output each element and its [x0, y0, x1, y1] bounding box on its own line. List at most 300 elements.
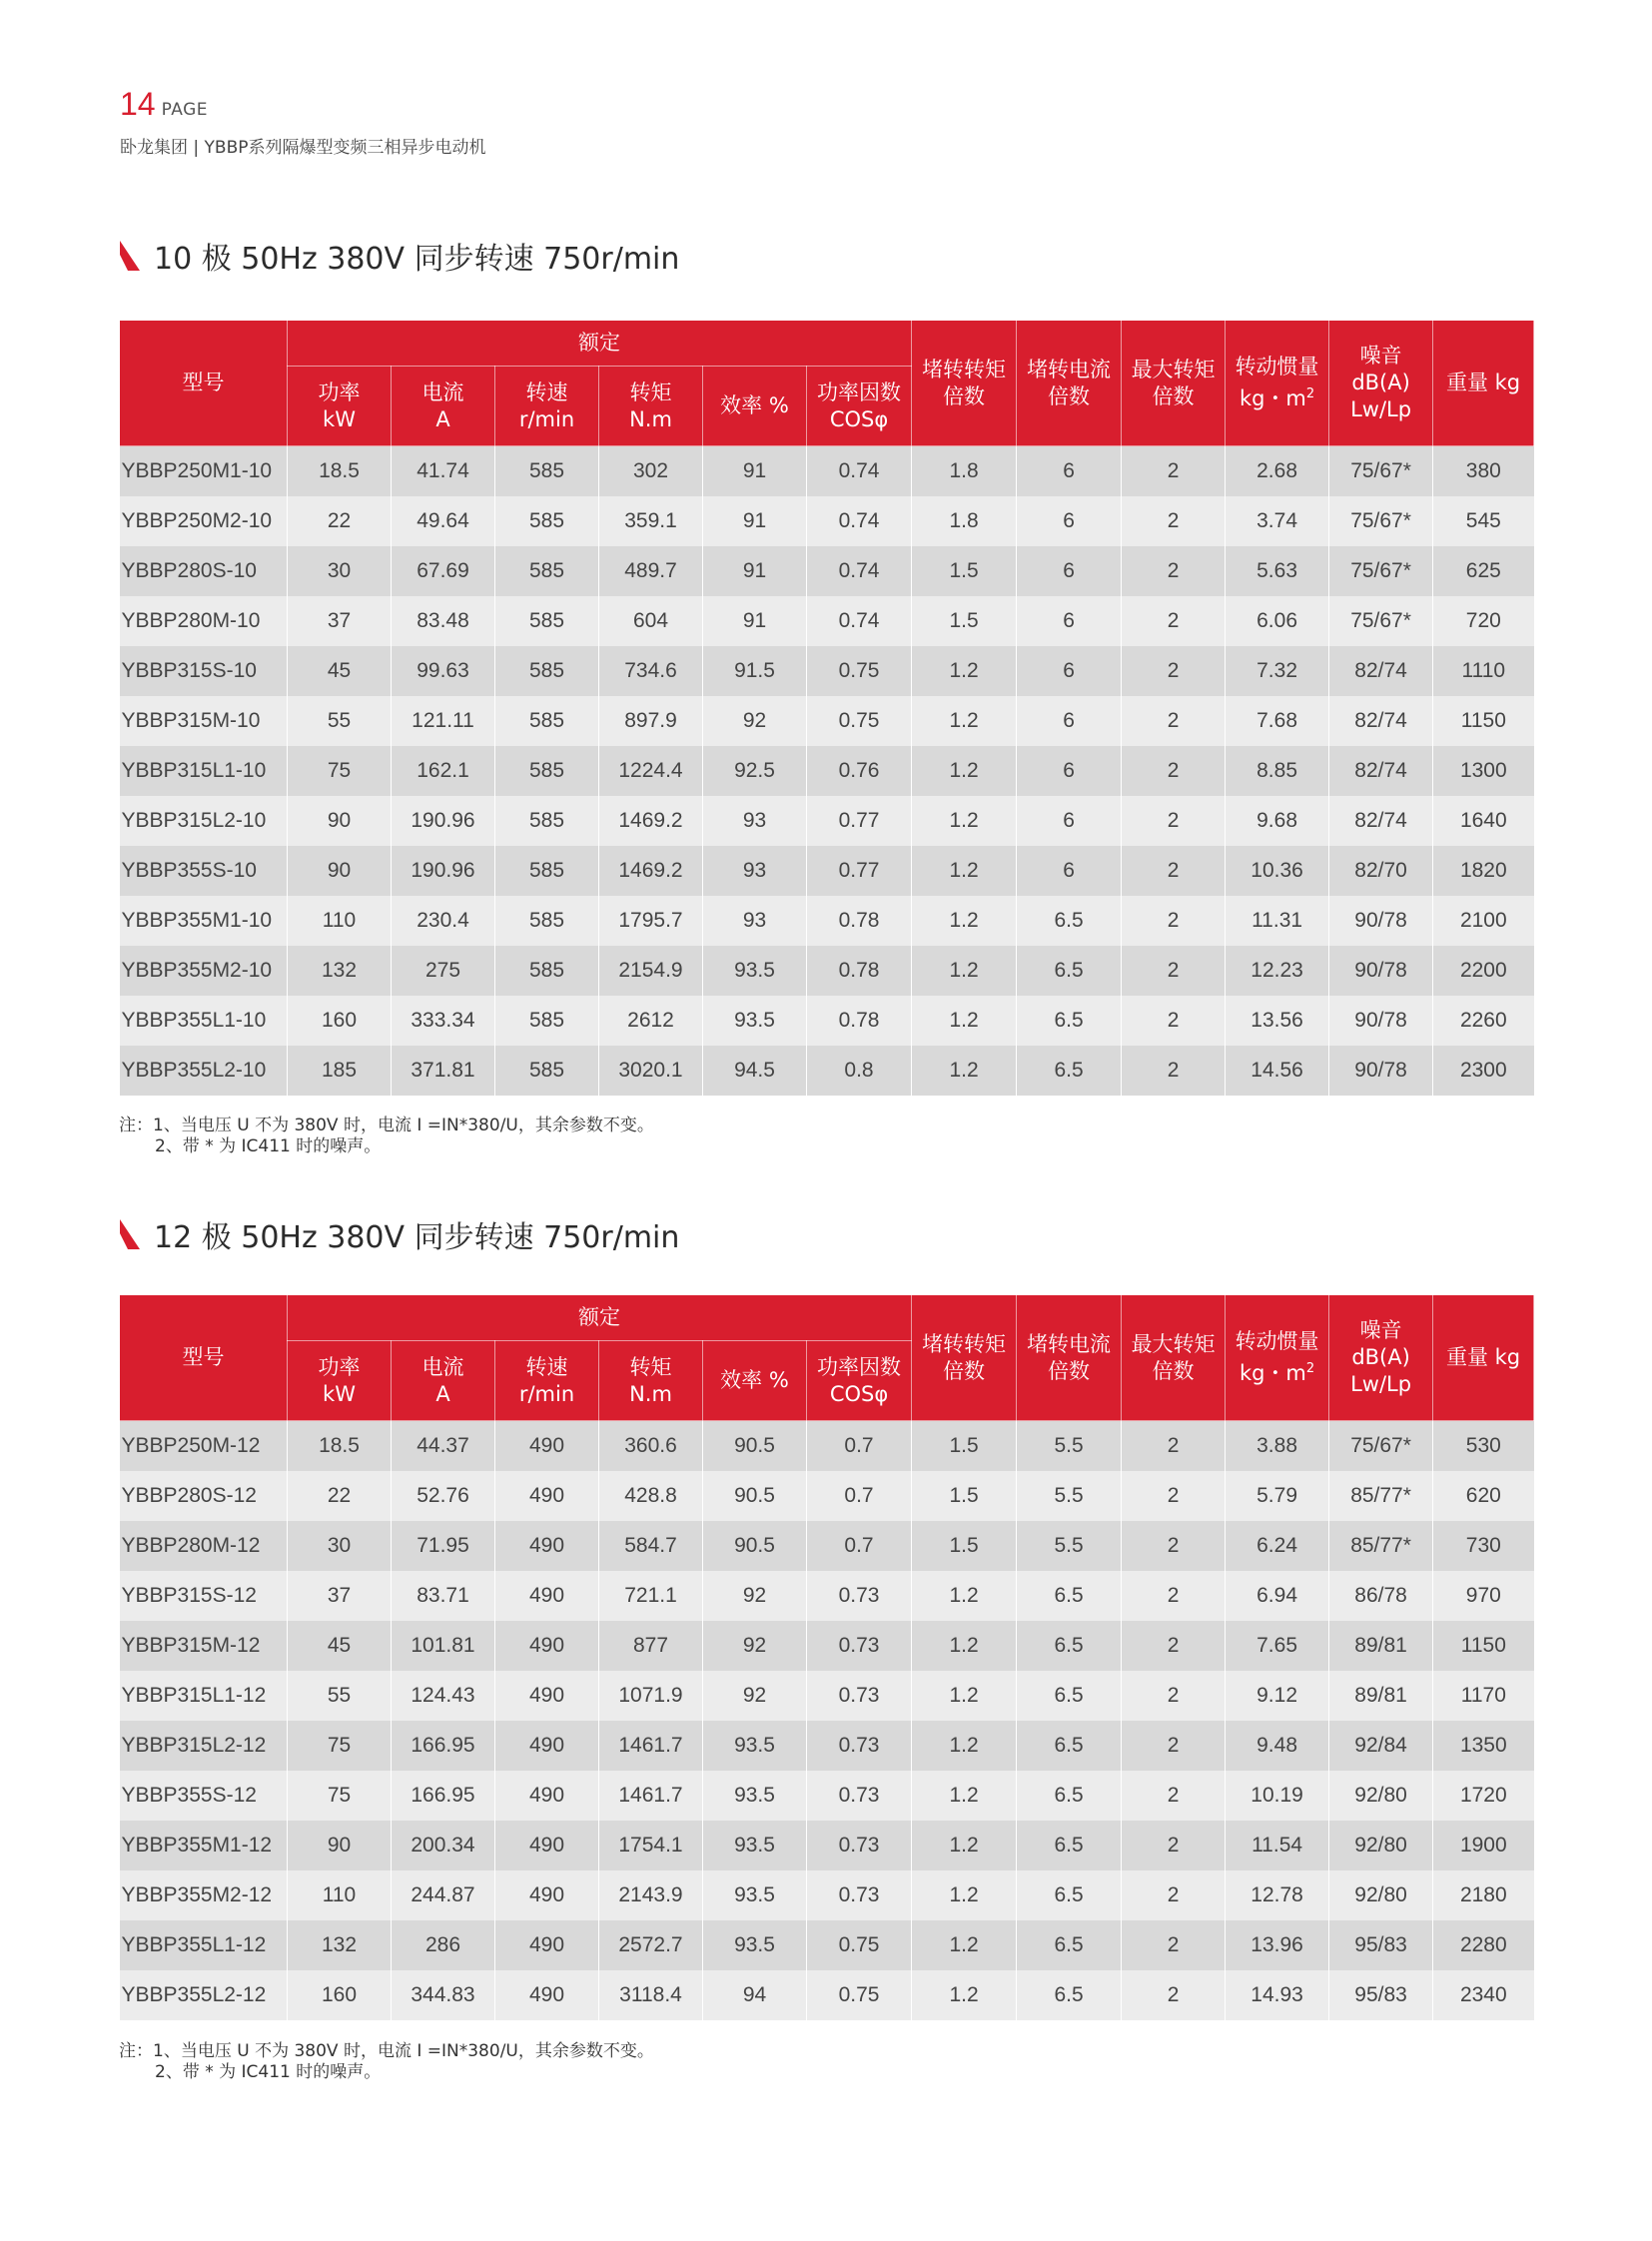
value-cell: 2612: [599, 996, 703, 1046]
model-cell: YBBP355L1-10: [120, 996, 288, 1046]
value-cell: 1461.7: [599, 1721, 703, 1771]
table-row: [120, 946, 1534, 996]
value-cell: 1150: [1433, 1621, 1534, 1671]
value-cell: 10.19: [1226, 1771, 1329, 1821]
value-cell: 359.1: [599, 496, 703, 546]
value-cell: 2: [1122, 746, 1226, 796]
table-row: [120, 696, 1534, 746]
model-cell: YBBP315L2-12: [120, 1721, 288, 1771]
value-cell: 2: [1122, 1721, 1226, 1771]
value-cell: 83.71: [392, 1571, 495, 1621]
value-cell: 55: [288, 1671, 392, 1721]
value-cell: 1.5: [912, 546, 1017, 596]
value-cell: 82/74: [1329, 696, 1433, 746]
value-cell: 2: [1122, 546, 1226, 596]
value-cell: 2: [1122, 946, 1226, 996]
value-cell: 6: [1017, 496, 1122, 546]
value-cell: 585: [495, 596, 599, 646]
value-cell: 11.31: [1226, 896, 1329, 946]
value-cell: 85/77*: [1329, 1521, 1433, 1571]
value-cell: 2: [1122, 496, 1226, 546]
value-cell: 95/83: [1329, 1970, 1433, 2020]
value-cell: 92/80: [1329, 1870, 1433, 1920]
value-cell: 585: [495, 996, 599, 1046]
page-label: PAGE: [161, 100, 209, 120]
spec-table-12-pole: [119, 1294, 1534, 2020]
value-cell: 0.7: [807, 1521, 912, 1571]
table-body: [120, 1421, 1534, 2021]
table-row: [120, 646, 1534, 696]
table-header: [120, 321, 1534, 446]
model-cell: YBBP355L2-10: [120, 1046, 288, 1096]
col-speed: 转速 r/min: [495, 1341, 599, 1421]
value-cell: 2300: [1433, 1046, 1534, 1096]
col-current: 电流 A: [392, 367, 495, 446]
table-row: [120, 1721, 1534, 1771]
value-cell: 6.94: [1226, 1571, 1329, 1621]
value-cell: 489.7: [599, 546, 703, 596]
value-cell: 12.23: [1226, 946, 1329, 996]
value-cell: 1.5: [912, 596, 1017, 646]
value-cell: 49.64: [392, 496, 495, 546]
value-cell: 2340: [1433, 1970, 1534, 2020]
value-cell: 90/78: [1329, 896, 1433, 946]
value-cell: 2: [1122, 1970, 1226, 2020]
value-cell: 75: [288, 1771, 392, 1821]
value-cell: 92: [703, 1621, 807, 1671]
value-cell: 6.5: [1017, 1571, 1122, 1621]
value-cell: 6.5: [1017, 1671, 1122, 1721]
value-cell: 14.93: [1226, 1970, 1329, 2020]
value-cell: 30: [288, 1521, 392, 1571]
value-cell: 93.5: [703, 1771, 807, 1821]
value-cell: 2: [1122, 1621, 1226, 1671]
value-cell: 730: [1433, 1521, 1534, 1571]
value-cell: 490: [495, 1621, 599, 1671]
model-cell: YBBP355L2-12: [120, 1970, 288, 2020]
value-cell: 2280: [1433, 1920, 1534, 1970]
value-cell: 93.5: [703, 1870, 807, 1920]
value-cell: 44.37: [392, 1421, 495, 1472]
value-cell: 585: [495, 646, 599, 696]
col-noise: 噪音 dB(A) Lw/Lp: [1329, 1295, 1433, 1421]
value-cell: 1.2: [912, 1970, 1017, 2020]
value-cell: 0.74: [807, 596, 912, 646]
table-row: [120, 1870, 1534, 1920]
value-cell: 90.5: [703, 1521, 807, 1571]
value-cell: 2100: [1433, 896, 1534, 946]
value-cell: 166.95: [392, 1721, 495, 1771]
value-cell: 1.2: [912, 996, 1017, 1046]
col-power: 功率 kW: [288, 367, 392, 446]
value-cell: 6.5: [1017, 1046, 1122, 1096]
value-cell: 2: [1122, 896, 1226, 946]
value-cell: 585: [495, 946, 599, 996]
value-cell: 0.73: [807, 1671, 912, 1721]
value-cell: 91: [703, 446, 807, 497]
table-row: [120, 996, 1534, 1046]
value-cell: 275: [392, 946, 495, 996]
value-cell: 585: [495, 496, 599, 546]
value-cell: 490: [495, 1471, 599, 1521]
table-row: [120, 446, 1534, 497]
value-cell: 93.5: [703, 1821, 807, 1870]
value-cell: 1350: [1433, 1721, 1534, 1771]
value-cell: 5.63: [1226, 546, 1329, 596]
value-cell: 2: [1122, 646, 1226, 696]
value-cell: 302: [599, 446, 703, 497]
value-cell: 7.68: [1226, 696, 1329, 746]
value-cell: 9.48: [1226, 1721, 1329, 1771]
value-cell: 1.2: [912, 1821, 1017, 1870]
model-cell: YBBP315L1-12: [120, 1671, 288, 1721]
model-cell: YBBP355M1-12: [120, 1821, 288, 1870]
value-cell: 3118.4: [599, 1970, 703, 2020]
value-cell: 5.5: [1017, 1521, 1122, 1571]
value-cell: 6: [1017, 646, 1122, 696]
value-cell: 530: [1433, 1421, 1534, 1472]
col-weight: 重量 kg: [1433, 1295, 1534, 1421]
value-cell: 90.5: [703, 1471, 807, 1521]
value-cell: 5.79: [1226, 1471, 1329, 1521]
value-cell: 75: [288, 1721, 392, 1771]
value-cell: 2200: [1433, 946, 1534, 996]
col-model: 型号: [120, 321, 288, 446]
value-cell: 1.2: [912, 696, 1017, 746]
value-cell: 0.73: [807, 1771, 912, 1821]
note-line: 注：1、当电压 U 不为 380V 时，电流 I =IN*380/U，其余参数不变。: [119, 1116, 654, 1135]
value-cell: 121.11: [392, 696, 495, 746]
value-cell: 2143.9: [599, 1870, 703, 1920]
model-cell: YBBP355M2-10: [120, 946, 288, 996]
value-cell: 1469.2: [599, 846, 703, 896]
value-cell: 90.5: [703, 1421, 807, 1472]
value-cell: 11.54: [1226, 1821, 1329, 1870]
table-row: [120, 1421, 1534, 1472]
value-cell: 6.5: [1017, 996, 1122, 1046]
value-cell: 1.5: [912, 1521, 1017, 1571]
model-cell: YBBP355L1-12: [120, 1920, 288, 1970]
value-cell: 2: [1122, 1671, 1226, 1721]
value-cell: 604: [599, 596, 703, 646]
col-inertia: 转动惯量 kg・$m^2$: [1226, 1295, 1329, 1421]
table-row: [120, 796, 1534, 846]
col-torque: 转矩 N.m: [599, 1341, 703, 1421]
value-cell: 0.73: [807, 1621, 912, 1671]
value-cell: 92: [703, 1671, 807, 1721]
value-cell: 0.77: [807, 796, 912, 846]
value-cell: 45: [288, 646, 392, 696]
value-cell: 2: [1122, 696, 1226, 746]
col-efficiency: 效率 %: [703, 367, 807, 446]
value-cell: 91: [703, 596, 807, 646]
value-cell: 244.87: [392, 1870, 495, 1920]
value-cell: 37: [288, 596, 392, 646]
value-cell: 93: [703, 796, 807, 846]
value-cell: 13.56: [1226, 996, 1329, 1046]
table-row: [120, 846, 1534, 896]
value-cell: 2: [1122, 846, 1226, 896]
value-cell: 90/78: [1329, 996, 1433, 1046]
value-cell: 1.2: [912, 896, 1017, 946]
model-cell: YBBP315S-10: [120, 646, 288, 696]
value-cell: 1795.7: [599, 896, 703, 946]
value-cell: 230.4: [392, 896, 495, 946]
value-cell: 75/67*: [1329, 1421, 1433, 1472]
value-cell: 93: [703, 896, 807, 946]
col-inertia: 转动惯量 kg・$m^2$: [1226, 321, 1329, 446]
col-weight: 重量 kg: [1433, 321, 1534, 446]
value-cell: 2: [1122, 1920, 1226, 1970]
value-cell: 30: [288, 546, 392, 596]
value-cell: 52.76: [392, 1471, 495, 1521]
value-cell: 93.5: [703, 946, 807, 996]
col-power: 功率 kW: [288, 1341, 392, 1421]
col-speed: 转速 r/min: [495, 367, 599, 446]
model-cell: YBBP355S-10: [120, 846, 288, 896]
table-row: [120, 1571, 1534, 1621]
value-cell: 1754.1: [599, 1821, 703, 1870]
value-cell: 1300: [1433, 746, 1534, 796]
value-cell: 75/67*: [1329, 596, 1433, 646]
value-cell: 9.12: [1226, 1671, 1329, 1721]
value-cell: 110: [288, 1870, 392, 1920]
model-cell: YBBP250M-12: [120, 1421, 288, 1472]
value-cell: 0.74: [807, 546, 912, 596]
value-cell: 3.88: [1226, 1421, 1329, 1472]
value-cell: 1640: [1433, 796, 1534, 846]
value-cell: 90: [288, 796, 392, 846]
value-cell: 91: [703, 546, 807, 596]
col-max-torque: 最大转矩 倍数: [1122, 1295, 1226, 1421]
value-cell: 6.5: [1017, 1920, 1122, 1970]
value-cell: 6: [1017, 446, 1122, 497]
value-cell: 83.48: [392, 596, 495, 646]
value-cell: 344.83: [392, 1970, 495, 2020]
value-cell: 93: [703, 846, 807, 896]
col-lr-torque: 堵转转矩 倍数: [912, 321, 1017, 446]
value-cell: 0.7: [807, 1421, 912, 1472]
value-cell: 41.74: [392, 446, 495, 497]
value-cell: 490: [495, 1870, 599, 1920]
col-model: 型号: [120, 1295, 288, 1421]
value-cell: 490: [495, 1920, 599, 1970]
value-cell: 12.78: [1226, 1870, 1329, 1920]
value-cell: 1.2: [912, 946, 1017, 996]
note-line: 2、带 * 为 IC411 时的噪声。: [155, 2062, 382, 2082]
col-lr-current: 堵转电流 倍数: [1017, 1295, 1122, 1421]
value-cell: 94: [703, 1970, 807, 2020]
model-cell: YBBP315M-10: [120, 696, 288, 746]
value-cell: 0.73: [807, 1870, 912, 1920]
value-cell: 185: [288, 1046, 392, 1096]
value-cell: 1.2: [912, 1721, 1017, 1771]
value-cell: 6.06: [1226, 596, 1329, 646]
value-cell: 86/78: [1329, 1571, 1433, 1621]
value-cell: 1.2: [912, 1046, 1017, 1096]
value-cell: 132: [288, 946, 392, 996]
value-cell: 545: [1433, 496, 1534, 546]
col-power-factor: 功率因数 COSφ: [807, 367, 912, 446]
value-cell: 95/83: [1329, 1920, 1433, 1970]
value-cell: 1224.4: [599, 746, 703, 796]
value-cell: 877: [599, 1621, 703, 1671]
value-cell: 380: [1433, 446, 1534, 497]
col-efficiency: 效率 %: [703, 1341, 807, 1421]
value-cell: 91: [703, 496, 807, 546]
value-cell: 585: [495, 846, 599, 896]
value-cell: 2: [1122, 1046, 1226, 1096]
value-cell: 55: [288, 696, 392, 746]
value-cell: 1900: [1433, 1821, 1534, 1870]
model-cell: YBBP250M1-10: [120, 446, 288, 497]
value-cell: 7.32: [1226, 646, 1329, 696]
value-cell: 2: [1122, 996, 1226, 1046]
table-note-10-pole: [119, 1116, 654, 1157]
col-lr-torque: 堵转转矩 倍数: [912, 1295, 1017, 1421]
value-cell: 18.5: [288, 1421, 392, 1472]
table-row: [120, 546, 1534, 596]
value-cell: 160: [288, 1970, 392, 2020]
value-cell: 2: [1122, 1571, 1226, 1621]
value-cell: 2154.9: [599, 946, 703, 996]
value-cell: 734.6: [599, 646, 703, 696]
value-cell: 490: [495, 1521, 599, 1571]
section-title-10-pole: [120, 234, 679, 278]
value-cell: 1.2: [912, 1920, 1017, 1970]
value-cell: 6.5: [1017, 896, 1122, 946]
value-cell: 3.74: [1226, 496, 1329, 546]
value-cell: 6: [1017, 846, 1122, 896]
value-cell: 75: [288, 746, 392, 796]
value-cell: 89/81: [1329, 1621, 1433, 1671]
value-cell: 0.75: [807, 1970, 912, 2020]
value-cell: 0.76: [807, 746, 912, 796]
value-cell: 6.5: [1017, 1621, 1122, 1671]
table-row: [120, 1920, 1534, 1970]
value-cell: 6: [1017, 696, 1122, 746]
model-cell: YBBP280M-10: [120, 596, 288, 646]
value-cell: 585: [495, 446, 599, 497]
value-cell: 970: [1433, 1571, 1534, 1621]
value-cell: 5.5: [1017, 1421, 1122, 1472]
value-cell: 1461.7: [599, 1771, 703, 1821]
value-cell: 585: [495, 746, 599, 796]
model-cell: YBBP355M1-10: [120, 896, 288, 946]
col-lr-current: 堵转电流 倍数: [1017, 321, 1122, 446]
value-cell: 2: [1122, 446, 1226, 497]
value-cell: 92/84: [1329, 1721, 1433, 1771]
value-cell: 82/70: [1329, 846, 1433, 896]
value-cell: 2: [1122, 596, 1226, 646]
value-cell: 1.2: [912, 1571, 1017, 1621]
value-cell: 2: [1122, 1421, 1226, 1472]
table-row: [120, 1821, 1534, 1870]
value-cell: 2.68: [1226, 446, 1329, 497]
table-header: [120, 1295, 1534, 1421]
value-cell: 1.8: [912, 496, 1017, 546]
table-row: [120, 1771, 1534, 1821]
value-cell: 0.78: [807, 946, 912, 996]
value-cell: 6.5: [1017, 1721, 1122, 1771]
value-cell: 92.5: [703, 746, 807, 796]
value-cell: 0.75: [807, 696, 912, 746]
col-group-rated: 额定: [288, 1295, 912, 1341]
value-cell: 1.2: [912, 846, 1017, 896]
value-cell: 14.56: [1226, 1046, 1329, 1096]
value-cell: 897.9: [599, 696, 703, 746]
table-row: [120, 1471, 1534, 1521]
table-row: [120, 746, 1534, 796]
value-cell: 90: [288, 1821, 392, 1870]
value-cell: 1150: [1433, 696, 1534, 746]
value-cell: 720: [1433, 596, 1534, 646]
value-cell: 490: [495, 1970, 599, 2020]
value-cell: 1.8: [912, 446, 1017, 497]
model-cell: YBBP250M2-10: [120, 496, 288, 546]
value-cell: 13.96: [1226, 1920, 1329, 1970]
value-cell: 1469.2: [599, 796, 703, 846]
value-cell: 92/80: [1329, 1771, 1433, 1821]
value-cell: 2: [1122, 1521, 1226, 1571]
col-torque: 转矩 N.m: [599, 367, 703, 446]
value-cell: 490: [495, 1671, 599, 1721]
value-cell: 9.68: [1226, 796, 1329, 846]
value-cell: 2: [1122, 1771, 1226, 1821]
value-cell: 91.5: [703, 646, 807, 696]
value-cell: 333.34: [392, 996, 495, 1046]
value-cell: 0.78: [807, 896, 912, 946]
col-power-factor: 功率因数 COSφ: [807, 1341, 912, 1421]
value-cell: 490: [495, 1571, 599, 1621]
value-cell: 2572.7: [599, 1920, 703, 1970]
model-cell: YBBP315M-12: [120, 1621, 288, 1671]
col-noise: 噪音 dB(A) Lw/Lp: [1329, 321, 1433, 446]
table-row: [120, 1970, 1534, 2020]
model-cell: YBBP280S-10: [120, 546, 288, 596]
value-cell: 75/67*: [1329, 496, 1433, 546]
value-cell: 0.75: [807, 646, 912, 696]
model-cell: YBBP280S-12: [120, 1471, 288, 1521]
value-cell: 18.5: [288, 446, 392, 497]
col-group-rated: 额定: [288, 321, 912, 367]
section-title-text: 10 极 50Hz 380V 同步转速 750r/min: [154, 242, 680, 277]
value-cell: 1.2: [912, 1671, 1017, 1721]
value-cell: 160: [288, 996, 392, 1046]
value-cell: 1110: [1433, 646, 1534, 696]
value-cell: 2: [1122, 796, 1226, 846]
value-cell: 1170: [1433, 1671, 1534, 1721]
value-cell: 93.5: [703, 1721, 807, 1771]
value-cell: 92: [703, 696, 807, 746]
value-cell: 90/78: [1329, 946, 1433, 996]
value-cell: 490: [495, 1821, 599, 1870]
table-row: [120, 1521, 1534, 1571]
value-cell: 90: [288, 846, 392, 896]
value-cell: 5.5: [1017, 1471, 1122, 1521]
note-line: 注：1、当电压 U 不为 380V 时，电流 I =IN*380/U，其余参数不变。: [119, 2041, 654, 2061]
value-cell: 99.63: [392, 646, 495, 696]
page-number: 14: [120, 86, 156, 122]
value-cell: 360.6: [599, 1421, 703, 1472]
value-cell: 1.2: [912, 1870, 1017, 1920]
value-cell: 89/81: [1329, 1671, 1433, 1721]
value-cell: 1.2: [912, 796, 1017, 846]
value-cell: 166.95: [392, 1771, 495, 1821]
col-current: 电流 A: [392, 1341, 495, 1421]
value-cell: 71.95: [392, 1521, 495, 1571]
value-cell: 620: [1433, 1471, 1534, 1521]
